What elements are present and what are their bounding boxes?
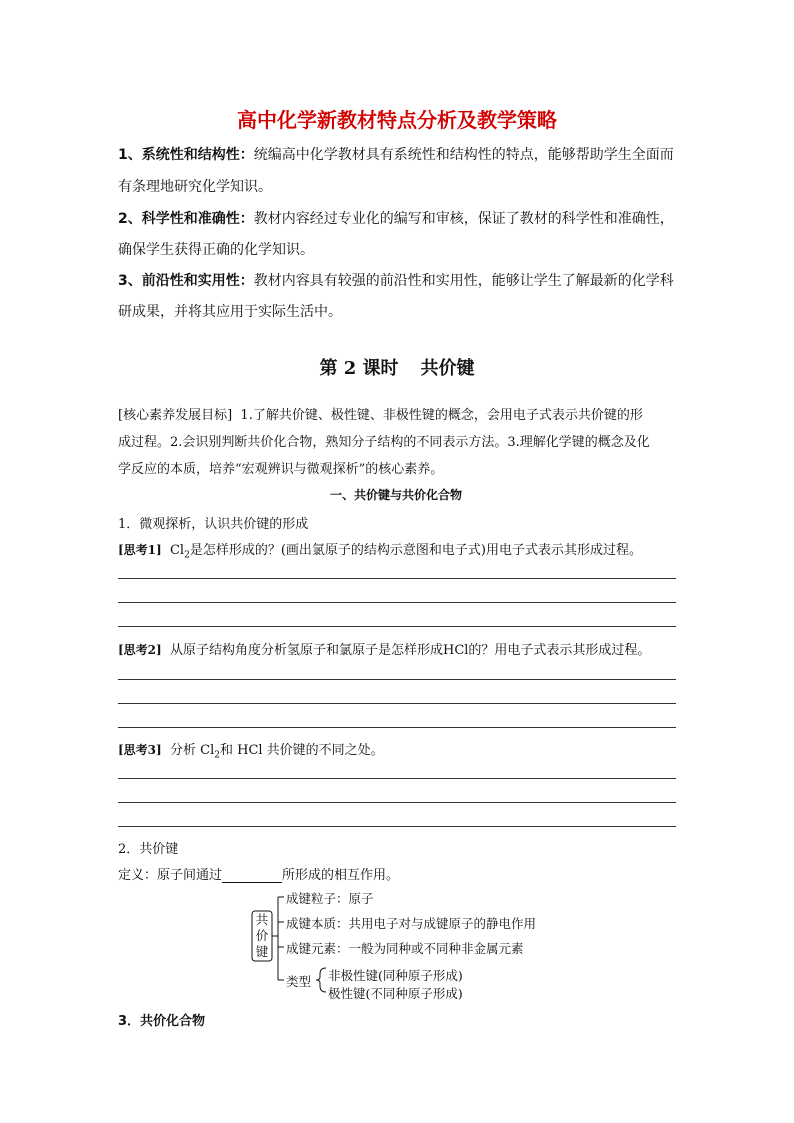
goals-tag: [核心素养发展目标]: [118, 408, 233, 423]
definition-prefix: 定义：原子间通过: [118, 868, 223, 883]
goals-line2: 成过程。2.会识别判断共价化合物，熟知分子结构的不同表示方法。3.理解化学键的概念及化: [118, 435, 650, 450]
think-2-text: 从原子结构角度分析氢原子和氯原子是怎样形成HCl的？用电子式表示其形成过程。: [169, 643, 651, 658]
root-label: [255, 912, 269, 960]
type-brace: [316, 968, 326, 992]
point-1-heading: 1、系统性和结构性：: [118, 147, 254, 163]
subsection-1: 1．微观探析，认识共价键的形成: [118, 517, 309, 532]
think-1: [118, 539, 642, 561]
think-1-tag: [思考1]: [118, 543, 162, 557]
answer-line: [118, 602, 676, 603]
diagram-item-elements: 成键元素：一般为同种或不同种非金属元素: [286, 941, 524, 956]
answer-line: [118, 802, 676, 803]
point-2-line2: 确保学生获得正确的化学知识。: [118, 242, 314, 258]
point-3-line2: 研成果，并将其应用于实际生活中。: [118, 304, 342, 320]
answer-line: [118, 703, 676, 704]
diagram-item-particle: 成键粒子：原子: [286, 891, 374, 906]
think-3-formula: 分析 Cl: [169, 743, 215, 758]
type-polar: 极性键(不同种原子形成): [328, 986, 463, 1001]
root-char: 键: [255, 944, 269, 959]
point-1-line1: [118, 146, 674, 164]
think-2: [118, 639, 650, 658]
goals-line3: 学反应的本质，培养“宏观辨识与微观探析”的核心素养。: [118, 462, 444, 477]
point-1-line2: 有条理地研究化学知识。: [118, 179, 272, 195]
lesson-name: 共价键: [420, 358, 475, 379]
type-nonpolar: 非极性键(同种原子形成): [328, 968, 463, 983]
point-2-heading: 2、科学性和准确性：: [118, 211, 254, 227]
document-title: 高中化学新教材特点分析及教学策略: [237, 108, 557, 132]
definition: [118, 864, 399, 883]
subsection-3: 3．共价化合物: [118, 1014, 206, 1029]
think-1-text: 是怎样形成的？(画出氯原子的结构示意图和电子式)用电子式表示其形成过程。: [189, 543, 642, 558]
goals-text-1: 1.了解共价键、极性键、非极性键的概念，会用电子式表示共价键的形: [240, 408, 643, 423]
think-3: [118, 739, 384, 761]
lesson-heading: [0, 354, 794, 380]
answer-line: [118, 727, 676, 728]
lesson-number: 第 2 课时: [319, 358, 399, 379]
think-2-tag: [思考2]: [118, 643, 162, 657]
answer-line: [118, 626, 676, 627]
point-2-text: 教材内容经过专业化的编写和审核，保证了教材的科学性和准确性，: [253, 211, 674, 227]
think-1-formula: Cl: [169, 543, 185, 558]
point-3-line1: [118, 272, 674, 290]
point-1-text: 统编高中化学教材具有系统性和结构性的特点，能够帮助学生全面而: [253, 147, 674, 163]
point-2-line1: [118, 210, 674, 228]
answer-line: [118, 679, 676, 680]
diagram-type-label: 类型: [286, 974, 312, 989]
answer-line: [118, 778, 676, 779]
section-title: 一、共价键与共价化合物: [330, 488, 463, 502]
think-3-tag: [思考3]: [118, 743, 162, 757]
point-3-text: 教材内容具有较强的前沿性和实用性，能够让学生了解最新的化学科: [253, 273, 674, 289]
point-3-heading: 3、前沿性和实用性：: [118, 273, 254, 289]
answer-line: [118, 826, 676, 827]
subsection-2: 2．共价键: [118, 842, 179, 857]
think-3-text: 和 HCl 共价键的不同之处。: [219, 743, 384, 758]
definition-suffix: 所形成的相互作用。: [282, 868, 400, 883]
think-3-subscript: 2: [214, 750, 220, 761]
answer-line: [118, 578, 676, 579]
think-1-subscript: 2: [184, 550, 190, 561]
goals-line1: [118, 404, 643, 423]
definition-blank: [222, 868, 282, 883]
root-char: 共: [255, 912, 269, 927]
diagram-item-essence: 成键本质：共用电子对与成键原子的静电作用: [286, 916, 537, 931]
root-char: 价: [255, 928, 269, 943]
